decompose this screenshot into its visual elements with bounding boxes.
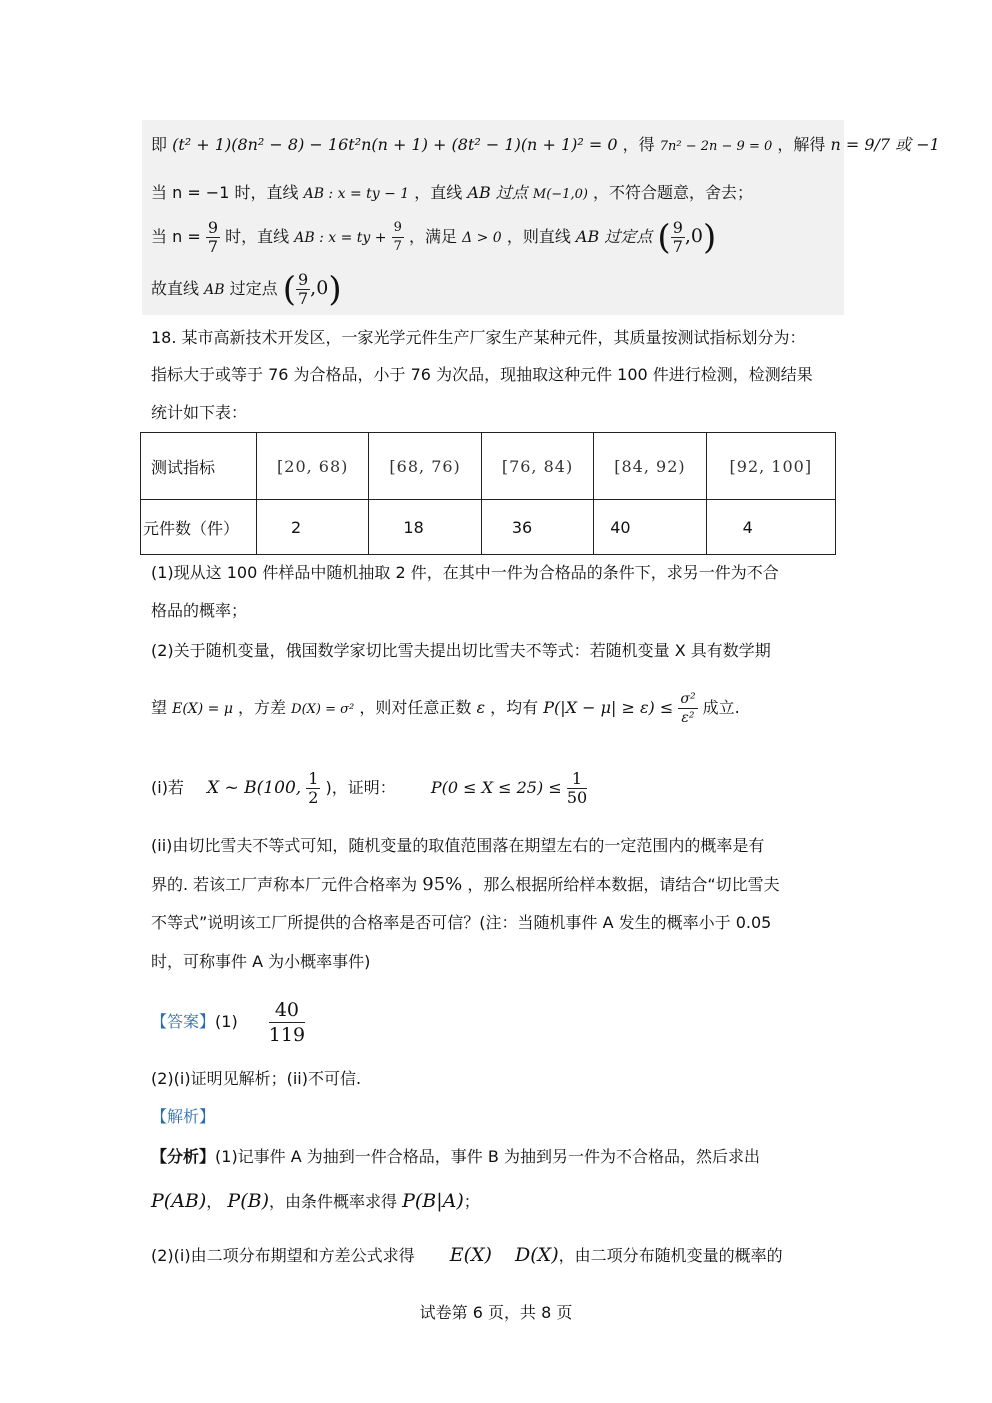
numerator: 40	[269, 998, 305, 1023]
interval: [84, 92)	[614, 456, 686, 476]
table-cell	[369, 433, 481, 500]
paren: (	[657, 217, 671, 258]
text: AB 过点	[467, 183, 528, 202]
text: ，直线	[414, 183, 463, 202]
table-cell	[481, 433, 593, 500]
text: 当 n =	[151, 227, 201, 246]
text: ，由二项分布随机变量的概率的	[558, 1246, 783, 1265]
analysis-line-3	[151, 1240, 783, 1271]
question-1-line-2: 格品的概率；	[151, 601, 248, 620]
denominator: 7	[207, 237, 219, 256]
coordinate: ,0	[684, 225, 704, 247]
question-2ii-line-2	[151, 874, 780, 896]
analysis-line-2	[151, 1186, 480, 1217]
analysis-label: 【分析】	[151, 1147, 216, 1166]
text: (2)(i)由二项分布期望和方差公式求得	[151, 1246, 415, 1265]
numerator: 9	[672, 218, 683, 237]
variance: D(X)	[515, 1244, 559, 1266]
paren: )	[328, 269, 342, 310]
numerator: 9	[297, 270, 309, 289]
rate: 95%	[422, 874, 463, 895]
expectation: E(X)	[449, 1244, 492, 1266]
text: )，证明：	[325, 778, 396, 797]
question-2ii-line-4: 时，可称事件 A 为小概率事件)	[151, 952, 371, 971]
fraction	[206, 219, 220, 256]
text: ，不符合题意，舍去；	[593, 183, 754, 202]
result: n = 9/7 或 −1	[830, 135, 940, 154]
text: ，满足	[408, 227, 457, 246]
numerator: 1	[567, 770, 587, 789]
text: ，则对任意正数	[359, 698, 472, 717]
text: ，	[206, 1192, 223, 1211]
data-table	[140, 432, 836, 555]
fraction	[306, 770, 320, 807]
answer-tag: 【答案】	[151, 1012, 216, 1031]
text: 界的. 若该工厂声称本厂元件合格率为	[151, 875, 418, 894]
text: ；	[463, 1192, 480, 1211]
epsilon: ε	[476, 698, 486, 717]
numerator: 9	[207, 218, 219, 237]
text: (1)记事件 A 为抽到一件合格品，事件 B 为抽到另一件为不合格品，然后求出	[215, 1147, 760, 1166]
answer-line-2: (2)(i)证明见解析；(ii)不可信.	[151, 1069, 362, 1088]
table-cell: 18	[369, 500, 481, 555]
text: ，得	[622, 135, 655, 154]
text: 望	[151, 698, 168, 717]
fraction	[567, 770, 587, 807]
question-2ii-line-1: (ii)由切比雪夫不等式可知，随机变量的取值范围落在期望左右的一定范围内的概率是有	[151, 836, 765, 855]
inequality: P(|X − μ| ≥ ε) ≤	[543, 698, 674, 717]
interval: [20, 68)	[277, 456, 349, 476]
paren: (	[282, 269, 296, 310]
text: ，则直线	[506, 227, 571, 246]
denominator: 119	[268, 1024, 306, 1046]
probability: P(B)	[227, 1190, 269, 1212]
line-name: AB	[204, 282, 225, 298]
question-1-line-1: (1)现从这 100 件样品中随机抽取 2 件，在其中一件为合格品的条件下，求另一件为不合	[151, 563, 779, 582]
problem-line-3: 统计如下表：	[151, 403, 248, 422]
numerator: σ²	[680, 691, 696, 707]
interval: [92, 100]	[729, 456, 813, 476]
probability: P(B|A)	[402, 1190, 464, 1212]
table-cell: 36	[481, 500, 593, 555]
denominator: ε²	[681, 710, 695, 726]
table-cell: 40	[594, 500, 706, 555]
question-2-line-2	[151, 688, 740, 730]
point: M(−1,0)	[532, 187, 588, 202]
text: 时，直线	[225, 227, 290, 246]
coordinate: ,0	[310, 277, 329, 299]
equation: AB : x = ty − 1	[303, 186, 410, 202]
variance: D(X) = σ²	[291, 702, 355, 717]
text: ，均有	[490, 698, 539, 717]
text: (1)	[215, 1012, 238, 1031]
denominator: 50	[566, 788, 588, 807]
solution-line-1	[151, 134, 940, 158]
denominator: 7	[297, 289, 309, 308]
table-row	[141, 500, 836, 555]
table-cell: 2	[257, 500, 369, 555]
text: 即	[151, 135, 168, 154]
fraction	[269, 998, 305, 1047]
equation: (t² + 1)(8n² − 8) − 16t²n(n + 1) + (8t² − 1)(n + 1)² = 0	[172, 135, 618, 154]
interval: [68, 76)	[389, 456, 461, 476]
text: 故直线	[151, 279, 200, 298]
text: ，方差	[238, 698, 287, 717]
inequality: P(0 ≤ X ≤ 25) ≤	[430, 778, 562, 797]
text: 过定点	[229, 279, 278, 298]
analysis-tag: 【解析】	[151, 1107, 216, 1126]
table-row	[141, 433, 836, 500]
condition: Δ > 0	[462, 230, 502, 246]
denominator: 2	[308, 788, 319, 807]
distribution: X ~ B(100,	[207, 778, 302, 798]
table-cell	[706, 433, 835, 500]
question-2-line-1: (2)关于随机变量，俄国数学家切比雪夫提出切比雪夫不等式：若随机变量 X 具有数学期	[151, 641, 771, 660]
solution-line-2	[151, 182, 753, 206]
text: (i)若	[151, 778, 184, 797]
interval: [76, 84)	[501, 456, 574, 476]
fraction	[392, 219, 404, 256]
problem-line-2: 指标大于或等于 76 为合格品，小于 76 为次品，现抽取这种元件 100 件进行检测，检测结果	[151, 365, 813, 384]
table-header-cell: 元件数（件）	[141, 500, 257, 555]
text: ，那么根据所给样本数据，请结合“切比雪夫	[467, 875, 780, 894]
equation: 7n² − 2n − 9 = 0	[659, 139, 773, 154]
text: 当 n = −1 时，直线	[151, 183, 299, 202]
probability: P(AB)	[151, 1190, 207, 1212]
paren: )	[703, 217, 717, 258]
denominator: 7	[672, 237, 683, 256]
page-footer: 试卷第 6 页，共 8 页	[419, 1303, 573, 1322]
question-2i	[151, 768, 587, 808]
expectation: E(X) = μ	[172, 701, 233, 717]
answer-line-1	[151, 998, 305, 1047]
fraction	[671, 219, 685, 256]
denominator: 7	[393, 239, 402, 254]
text: ，解得	[777, 135, 826, 154]
equation: AB : x = ty +	[294, 230, 387, 246]
fraction	[296, 271, 310, 308]
solution-line-3	[151, 216, 716, 258]
fraction	[678, 690, 697, 727]
table-cell: 4	[706, 500, 835, 555]
text: AB 过定点	[575, 227, 653, 246]
numerator: 9	[392, 219, 404, 238]
table-header-cell: 测试指标	[141, 433, 257, 500]
table-cell	[257, 433, 369, 500]
table-cell	[594, 433, 706, 500]
numerator: 1	[308, 769, 319, 788]
problem-line-1: 18. 某市高新技术开发区，一家光学元件生产厂家生产某种元件，其质量按测试指标划分为：	[151, 328, 806, 347]
text: ，由条件概率求得	[268, 1192, 397, 1211]
solution-line-4	[151, 268, 342, 310]
question-2ii-line-3: 不等式”说明该工厂所提供的合格率是否可信？(注：当随机事件 A 发生的概率小于 0.05	[151, 913, 772, 932]
analysis-line-1	[151, 1146, 760, 1168]
text: 成立.	[702, 698, 740, 717]
